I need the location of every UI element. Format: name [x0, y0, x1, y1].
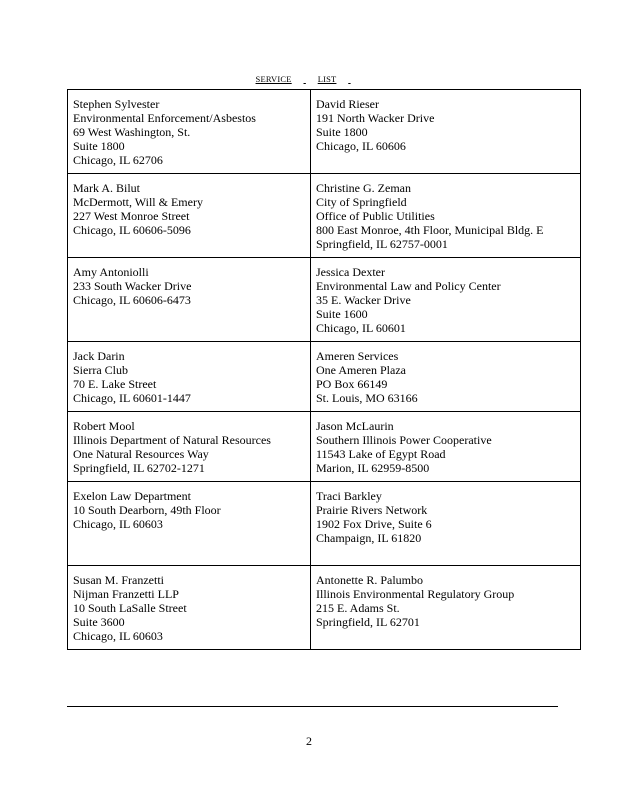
contact-address-line: McDermott, Will & Emery — [73, 195, 203, 209]
contact-address-line: 233 South Wacker Drive — [73, 279, 192, 293]
contact-address-line: Chicago, IL 62706 — [73, 153, 163, 167]
footer-rule — [67, 706, 558, 707]
contact-name: Stephen Sylvester — [73, 97, 160, 111]
service-row — [68, 566, 581, 650]
contact-entry — [311, 482, 581, 566]
contact-address-line: 215 E. Adams St. — [316, 601, 400, 615]
contact-address-line: Chicago, IL 60606-5096 — [73, 223, 191, 237]
contact-address-line: 11543 Lake of Egypt Road — [316, 447, 446, 461]
contact-address-line: Suite 3600 — [73, 615, 125, 629]
contact-entry — [311, 412, 581, 482]
contact-address-line: City of Springfield — [316, 195, 407, 209]
contact-entry — [68, 174, 311, 258]
contact-address-line: Nijman Franzetti LLP — [73, 587, 179, 601]
contact-name: Traci Barkley — [316, 489, 382, 503]
contact-address-line: One Natural Resources Way — [73, 447, 209, 461]
contact-address-line: Environmental Law and Policy Center — [316, 279, 501, 293]
contact-name: Jason McLaurin — [316, 419, 394, 433]
contact-address-line: Environmental Enforcement/Asbestos — [73, 111, 256, 125]
contact-address-line: Chicago, IL 60601 — [316, 321, 406, 335]
service-list-table — [67, 89, 581, 650]
contact-address-line: 35 E. Wacker Drive — [316, 293, 411, 307]
contact-address-line: Springfield, IL 62702-1271 — [73, 461, 205, 475]
contact-name: David Rieser — [316, 97, 379, 111]
contact-entry — [311, 342, 581, 412]
contact-entry — [311, 90, 581, 174]
service-row — [68, 174, 581, 258]
contact-name: Jessica Dexter — [316, 265, 385, 279]
contact-address-line: 69 West Washington, St. — [73, 125, 191, 139]
contact-address-line: 800 East Monroe, 4th Floor, Municipal Bldg. E — [316, 223, 544, 237]
contact-address-line: Champaign, IL 61820 — [316, 531, 422, 545]
contact-address-line: One Ameren Plaza — [316, 363, 406, 377]
contact-address-line: 70 E. Lake Street — [73, 377, 157, 391]
service-row — [68, 482, 581, 566]
service-row — [68, 342, 581, 412]
contact-entry — [68, 90, 311, 174]
service-list-body — [68, 90, 581, 650]
contact-address-line: Prairie Rivers Network — [316, 503, 428, 517]
title-word-list: LIST — [317, 74, 337, 84]
contact-address-line: Springfield, IL 62701 — [316, 615, 420, 629]
contact-name: Exelon Law Department — [73, 489, 191, 503]
contact-address-line: Southern Illinois Power Cooperative — [316, 433, 492, 447]
contact-address-line: Chicago, IL 60603 — [73, 629, 163, 643]
contact-entry — [68, 258, 311, 342]
contact-address-line: 191 North Wacker Drive — [316, 111, 435, 125]
contact-address-line: 10 South Dearborn, 49th Floor — [73, 503, 221, 517]
contact-entry — [68, 342, 311, 412]
title-word-service: SERVICE — [255, 74, 292, 84]
contact-address-line: Sierra Club — [73, 363, 128, 377]
contact-address-line: Chicago, IL 60606 — [316, 139, 406, 153]
contact-address-line: Marion, IL 62959-8500 — [316, 461, 430, 475]
contact-entry — [311, 566, 581, 650]
service-list-title — [0, 74, 618, 84]
contact-address-line: 10 South LaSalle Street — [73, 601, 187, 615]
contact-address-line: Chicago, IL 60606-6473 — [73, 293, 191, 307]
contact-address-line: Chicago, IL 60603 — [73, 517, 163, 531]
contact-entry — [311, 174, 581, 258]
contact-address-line: 1902 Fox Drive, Suite 6 — [316, 517, 432, 531]
contact-name: Robert Mool — [73, 419, 135, 433]
contact-address-line: PO Box 66149 — [316, 377, 388, 391]
contact-address-line: Suite 1800 — [316, 125, 368, 139]
contact-entry — [68, 412, 311, 482]
contact-address-line: Illinois Department of Natural Resources — [73, 433, 271, 447]
contact-entry — [68, 566, 311, 650]
contact-name: Jack Darin — [73, 349, 125, 363]
contact-address-line: 227 West Monroe Street — [73, 209, 190, 223]
contact-name: Susan M. Franzetti — [73, 573, 164, 587]
service-row — [68, 258, 581, 342]
contact-entry — [68, 482, 311, 566]
contact-name: Amy Antoniolli — [73, 265, 149, 279]
contact-name: Ameren Services — [316, 349, 399, 363]
service-row — [68, 412, 581, 482]
contact-address-line: Chicago, IL 60601-1447 — [73, 391, 191, 405]
contact-address-line: Suite 1800 — [73, 139, 125, 153]
contact-name: Antonette R. Palumbo — [316, 573, 423, 587]
contact-entry — [311, 258, 581, 342]
contact-name: Mark A. Bilut — [73, 181, 141, 195]
contact-address-line: St. Louis, MO 63166 — [316, 391, 418, 405]
contact-name: Christine G. Zeman — [316, 181, 411, 195]
contact-address-line: Suite 1600 — [316, 307, 368, 321]
service-row — [68, 90, 581, 174]
contact-address-line: Illinois Environmental Regulatory Group — [316, 587, 515, 601]
page-number: 2 — [306, 734, 312, 748]
contact-address-line: Springfield, IL 62757-0001 — [316, 237, 448, 251]
contact-address-line: Office of Public Utilities — [316, 209, 435, 223]
